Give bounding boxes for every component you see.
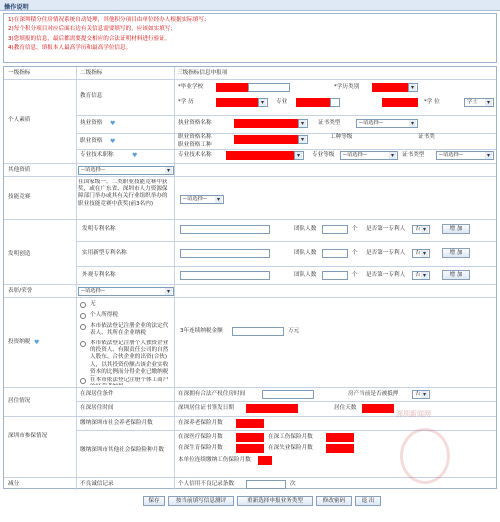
graduate-school-input-tail[interactable] <box>248 83 290 92</box>
residence-label: 居住情况 <box>8 398 31 404</box>
injury-months-label: 在深工伤保险月数 <box>268 434 313 440</box>
birth-months-input[interactable] <box>236 444 264 453</box>
evaluate-button[interactable]: 按当前填写信息测评 <box>168 496 234 506</box>
vocational-label: 执业资格 <box>80 120 103 126</box>
tax-option-radio[interactable] <box>80 302 86 308</box>
medical-months-label: 在深医疗保险月数 <box>178 434 223 440</box>
other-quality-label: 其他资质 <box>8 167 31 173</box>
award-select[interactable]: --请选择-- ▾ <box>78 287 174 296</box>
unit-1: 个 <box>352 226 358 232</box>
unit-2: 个 <box>352 250 358 256</box>
live-days-label: 居住天数 <box>334 405 357 411</box>
change-password-button[interactable]: 修改密码 <box>316 496 352 506</box>
application-form <box>3 66 497 489</box>
continuous-months-label: 本单位连续缴纳工伤保险月数 <box>178 457 251 463</box>
info-icon[interactable]: ♥ <box>110 138 116 145</box>
pension-months-input[interactable] <box>236 419 264 428</box>
watermark-seal <box>400 428 450 484</box>
mortgaged-label: 房产当前是否被抵押 <box>348 391 399 397</box>
tax-option-1: 个人所得税 <box>90 312 118 318</box>
bad-record-unit: 次 <box>290 481 296 487</box>
is-first-select-1[interactable]: 否 ▾ <box>412 225 430 234</box>
invention-input[interactable] <box>180 225 270 234</box>
graduate-school-label: *毕业学校 <box>178 84 204 90</box>
continuous-months-input[interactable] <box>258 456 272 465</box>
team-count-label-2: 团队人数 <box>294 250 317 256</box>
technical-level-label: 专业等级 <box>312 152 335 158</box>
professional-trade-label: 职业资格工种 <box>178 142 212 148</box>
add-invention-button[interactable]: 增 加 <box>442 224 470 234</box>
watermark-text: 深圳新闻网 <box>396 410 431 418</box>
pension-months-label: 缴纳深圳市社会养老保险月数 <box>80 420 153 426</box>
live-days-input[interactable] <box>362 404 394 413</box>
degree-type-select[interactable] <box>372 83 408 92</box>
save-button[interactable]: 保存 <box>143 496 165 506</box>
deduction-label: 减分 <box>8 481 20 487</box>
technical-level-select[interactable]: --请选择-- ▾ <box>340 151 398 160</box>
unit-3: 个 <box>352 272 358 278</box>
is-first-label-3: 是否第一专利人 <box>366 272 406 278</box>
degree-school-input[interactable] <box>382 98 418 107</box>
utility-label: 实用新型专利名称 <box>82 250 127 256</box>
major-input-tail[interactable] <box>330 98 340 107</box>
bad-record-count-input[interactable] <box>246 480 286 489</box>
info-icon[interactable]: ♥ <box>110 120 116 127</box>
team-count-label-3: 团队人数 <box>294 272 317 278</box>
unemployment-months-input[interactable] <box>326 444 354 453</box>
degree-label: *学 位 <box>424 99 440 105</box>
tax-option-radio[interactable] <box>80 378 86 384</box>
vocational-cert-type-label: 证书类型 <box>318 120 341 126</box>
exit-button[interactable]: 退 出 <box>355 496 381 506</box>
three-year-tax-label: 3年连续纳税金额 <box>180 328 223 334</box>
innovation-label: 发明创造 <box>8 251 31 257</box>
team-count-input-2[interactable] <box>322 249 348 258</box>
design-input[interactable] <box>180 271 270 280</box>
design-label: 外观专利名称 <box>82 272 116 278</box>
work-grade-label: 工种等级 <box>330 134 353 140</box>
tax-unit: 万元 <box>288 328 300 334</box>
major-label: 专业 <box>276 99 288 105</box>
note-2: 2)每个积分项目对应后面右边有关信息需要填写的，应该如实填写； <box>8 26 176 33</box>
education-level-label: *学 历 <box>178 99 194 105</box>
is-first-select-3[interactable]: 否 ▾ <box>412 271 430 280</box>
bad-record-label: 不良诚信记录 <box>80 481 114 487</box>
note-3: 3)您填报的信息，最后都需要提交相应的合法证明材料进行验证。 <box>8 35 171 42</box>
tax-option-2: 本市依法登记注册企业的法定代表人、其所在企业纳税 <box>90 323 169 337</box>
invention-label: 发明专利名称 <box>82 226 116 232</box>
note-4: 4)教育信息，填报本人最高学历和最高学位信息。 <box>8 45 132 52</box>
team-count-input-3[interactable] <box>322 271 348 280</box>
col-header-level3: 三级指标信息申报项 <box>177 70 228 76</box>
pension-months-q: 在深养老保险月数 <box>178 420 223 426</box>
social-insurance-label: 深圳市参保情况 <box>8 433 48 439</box>
is-first-select-2[interactable]: 否 ▾ <box>412 249 430 258</box>
vocational-name-label: 执业资格名称 <box>178 120 212 126</box>
is-first-label-2: 是否第一专利人 <box>366 250 406 256</box>
live-time-label: 在深居住时间 <box>80 405 114 411</box>
action-bar <box>0 494 500 508</box>
technical-name-input[interactable] <box>226 151 294 160</box>
professional-cert-type-label: 证书类 <box>418 134 435 140</box>
bad-record-count-label: 个人信用不良记录条数 <box>178 481 234 487</box>
other-insurance-label: 缴纳深圳市其他社会保险险种月数 <box>80 447 164 453</box>
permit-date-label: 深圳居住证书签发日期 <box>178 405 234 411</box>
degree-type-dropdown[interactable] <box>408 83 418 92</box>
skill-competition-select[interactable]: --请选择-- ▾ <box>180 195 224 204</box>
major-input[interactable] <box>296 98 330 107</box>
technical-label: 专业技术职称 <box>80 152 114 158</box>
tax-option-radio[interactable] <box>80 313 86 319</box>
vocational-name-dropdown[interactable] <box>298 119 308 128</box>
info-icon[interactable]: ♥ <box>132 152 138 159</box>
skill-competition-label: 技能竞赛 <box>8 194 31 200</box>
col-header-level1: 一级指标 <box>8 70 31 76</box>
tax-label: 投资纳税 <box>8 339 31 345</box>
col-header-level2: 二级指标 <box>80 70 103 76</box>
section-header: 操作说明 <box>0 0 500 11</box>
is-first-label-1: 是否第一专利人 <box>366 226 406 232</box>
professional-name-input[interactable] <box>234 135 298 144</box>
tax-option-radio[interactable] <box>80 324 86 330</box>
skill-competition-desc: 在国家级一、二类职业技能竞赛中获奖，或在广东省、深圳市人力资源保障部门举办或其有关行业组织举办的职业技能竞赛中获奖(前3名内) <box>78 179 168 207</box>
team-count-input-1[interactable] <box>322 225 348 234</box>
note-1: 1)在深圳積分住房情况系统自动处理，其他积分项目由单位经办人根据实际填写； <box>8 17 210 23</box>
utility-input[interactable] <box>180 249 270 258</box>
education-label: 教育信息 <box>80 93 103 99</box>
permit-date-input[interactable] <box>246 404 298 413</box>
reselect-business-button[interactable]: 重新选择申报业务类型 <box>237 496 313 506</box>
tax-option-0: 无 <box>90 301 96 307</box>
degree-select[interactable]: 学士 ▾ <box>464 98 494 107</box>
add-utility-button[interactable]: 增 加 <box>442 248 470 258</box>
birth-months-label: 在深生育保险月数 <box>178 445 223 451</box>
technical-cert-type-label: 证书类型 <box>402 152 425 158</box>
instructions-panel <box>3 13 497 63</box>
unemployment-months-label: 在深失业保险月数 <box>268 445 313 451</box>
graduate-school-input[interactable] <box>216 83 248 92</box>
award-label: 表彰/荣誉 <box>8 288 33 294</box>
three-year-tax-input[interactable] <box>232 327 284 336</box>
education-level-select[interactable] <box>216 98 258 107</box>
tax-option-radio[interactable] <box>80 341 86 347</box>
personal-quality-label: 个人素质 <box>8 117 31 123</box>
vocational-cert-type-select[interactable]: --请选择-- ▾ <box>356 119 418 128</box>
professional-label: 职业资格 <box>80 138 103 144</box>
own-house-label: 在深居住条件 <box>80 391 114 397</box>
own-house-time-input[interactable] <box>262 390 314 399</box>
own-house-time-label: 在深拥有合法产权住房时间 <box>178 391 246 397</box>
injury-months-input[interactable] <box>326 433 354 442</box>
professional-name-label: 职业资格名称 <box>178 134 212 140</box>
tax-option-3: 本市依法登记注册个人独资企业的投资人、有限责任公司的自然人股东、合伙企业的出资(合伙)人，以其投资份额占该企业实收资本的比例而分得企业已缴纳税 <box>90 340 169 375</box>
mortgaged-select[interactable]: 否 ▾ <box>412 390 430 399</box>
professional-name-dropdown[interactable] <box>298 135 308 144</box>
medical-months-input[interactable] <box>236 433 264 442</box>
degree-type-label: *学历类别 <box>334 84 360 90</box>
info-icon[interactable]: ♥ <box>34 339 40 346</box>
tax-option-4: 在本市依法登记注册个体工商户 <box>90 377 169 383</box>
technical-name-dropdown[interactable] <box>294 151 304 160</box>
other-quality-select[interactable]: --请选择-- ▾ <box>78 166 174 175</box>
education-level-dropdown[interactable] <box>258 98 268 107</box>
vocational-name-input[interactable] <box>234 119 298 128</box>
technical-name-label: 专业技术名称 <box>178 152 212 158</box>
team-count-label-1: 团队人数 <box>294 226 317 232</box>
technical-cert-type-select[interactable]: --请选择-- ▾ <box>436 151 494 160</box>
add-design-button[interactable]: 增 加 <box>442 270 470 280</box>
